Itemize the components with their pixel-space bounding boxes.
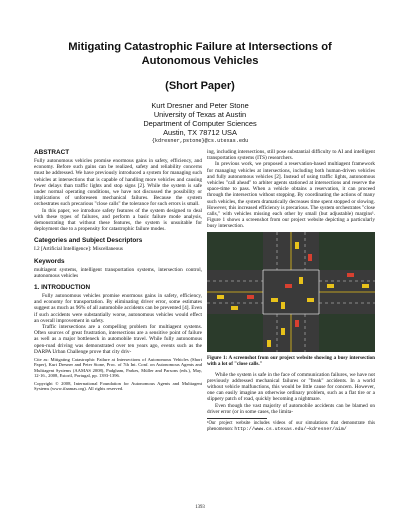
affiliation-university: University of Texas at Austin — [153, 110, 247, 119]
right-paragraph-1: ing, including intersections, still pose substantial difficulty to AI and intelligent transportation systems (ITS) researchers. — [207, 149, 375, 162]
abstract-heading: ABSTRACT — [34, 149, 70, 156]
categories-heading: Categories and Subject Descriptors — [34, 237, 143, 245]
footnote-text: ¹Our project website includes videos of our simulations that demonstrate this phenomenon: — [207, 421, 375, 432]
paper-title — [0, 40, 400, 68]
copyright-notice: Copyright © 2008, International Foundation for Autonomous Agents and Multiagent Systems (www.ifaamas.org). All rights reserved. — [34, 380, 202, 392]
affiliation-address: Austin, TX 78712 USA — [163, 128, 237, 137]
author-email: {kdresner,pstone}@cs.utexas.edu — [151, 138, 249, 144]
right-paragraph-3: While the system is safe in the face of communication failures, we have not previously addressed mechanical failures or "freak" accidents. In a world without vehicle malfunctions, this would be little cause for concern. However, one can easily imagine an otherwise ordinary problem, such as a flat tire or a slippery patch of road, quickly becoming a nightmare. — [207, 371, 375, 403]
intersection-screenshot-figure — [207, 232, 375, 352]
abstract-paragraph-2: In this paper, we introduce safety features of the system designed to deal with these types of failures, and perform a basic failure mode analysis, demonstrating that without these features, the system is unsuitable for deployment due to a propensity for catastrophic failure modes. — [34, 207, 202, 233]
introduction-heading: 1. INTRODUCTION — [34, 284, 91, 292]
paper-subtitle: (Short Paper) — [165, 80, 235, 92]
left-column — [34, 149, 202, 392]
citation-info: Cite as: Mitigating Catastrophic Failure at Intersections of Autonomous Vehicles (Short Paper), Kurt Dresner and Peter Stone, Proc. of 7th Int. Conf. on Autonomous Agents and Multiagent Systems (AAMAS 2008), Padgham, Parkes, Müller and Parsons (eds.), May, 12-16., 2008, Estoril, Portugal, pp. 1393-1396. — [34, 357, 202, 379]
footnote-url-link[interactable]: http://www.cs.utexas.edu/~kdresner/aim/ — [234, 426, 347, 432]
title-line-1: Mitigating Catastrophic Failure at Intersections of — [68, 41, 332, 53]
affiliation-department: Department of Computer Sciences — [143, 119, 257, 128]
author-block — [0, 101, 400, 137]
abstract-paragraph-1: Fully autonomous vehicles promise enormous gains in safety, efficiency, and economy. Before such gains can be realized, safety and reliability concerns must be addressed. We have previously introduced a system for managing such vehicles at intersections that is capable of handling more vehicles and causing fewer delays than traffic lights and stop signs [2]. While the system is safe under normal operating conditions, we have not discussed the possibility or implications of unforeseen mechanical failures. Because the system orchestrates such precarious "close calls" the tolerance for such errors is small. — [34, 158, 202, 208]
categories-text: I.2 [Artificial Intelligence]: Miscellaneous — [34, 246, 123, 253]
footnote — [207, 421, 375, 432]
intersection-illustration — [207, 232, 375, 352]
keywords-heading: Keywords — [34, 257, 65, 265]
right-paragraph-4: Even though the vast majority of automobile accidents can be blamed on driver error (or in some cases, the limita- — [207, 402, 375, 415]
right-column — [207, 149, 375, 432]
figure-1-caption: Figure 1: A screenshot from our project website showing a busy intersection with a lot of "close calls." — [207, 354, 375, 367]
page-number: 1393 — [195, 505, 205, 510]
intro-paragraph-2: Traffic intersections are a compelling problem for multiagent systems. Often sources of great frustration, intersections are a sensitive point of failure as well as a major bottleneck in automobile travel. While fully autonomous open-road driving was demonstrated over ten years ago, events such as the DARPA Urban Challenge prove that city driv- — [34, 324, 202, 355]
footnote-rule — [207, 418, 267, 419]
intro-paragraph-1: Fully autonomous vehicles promise enormous gains in safety, efficiency, and economy for transportation. By eliminating driver error, some estimates suggest as much as 96% of all automobile accidents can be prevented [4]. Even if such accidents were substantially worse, autonomous vehicles would effect an overall improvement in safety. — [34, 293, 202, 324]
right-paragraph-2: In previous work, we proposed a reservation-based multiagent framework for managing vehicles at intersections, including both human-driven vehicles and fully autonomous vehicles [2]. Instead of using traffic lights, autonomous vehicles "call ahead" to arbiter agents stationed at intersections and reserve the space-time to pass. When a vehicle obtains a reservation, it can proceed through the intersection without stopping. By coordinating the actions of many such vehicles, the system dramatically decreases time spent stopped or slowing. However, this increased efficiency is precarious. The system orchestrates "close calls," with vehicles missing each other by small (but adjustable) margins¹. Figure 1 shows a screenshot from our project website depicting a particularly busy intersection. — [207, 161, 375, 230]
author-names: Kurt Dresner and Peter Stone — [151, 101, 249, 110]
title-line-2: Autonomous Vehicles — [141, 55, 259, 67]
keywords-text: multiagent systems, intelligent transportation systems, intersection control, autonomous vehicles — [34, 266, 202, 279]
